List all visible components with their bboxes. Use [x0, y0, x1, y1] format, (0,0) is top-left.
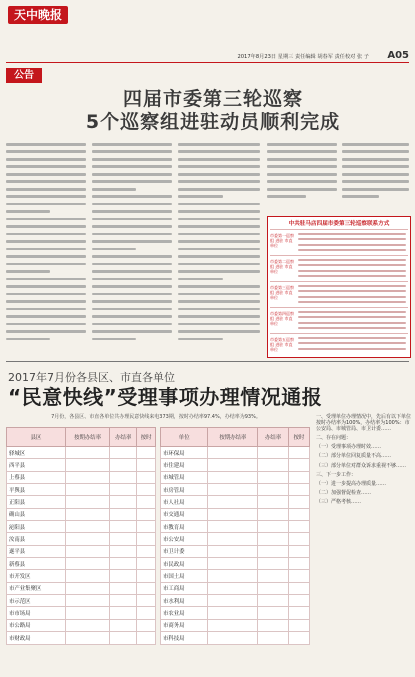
header-rule: [6, 62, 409, 63]
table-cell: [137, 508, 156, 520]
table-cell: [208, 570, 258, 582]
table-cell-name: 市科技局: [161, 632, 208, 644]
table-cell: [110, 521, 137, 533]
table-cell-name: 汝南县: [7, 533, 66, 545]
table-row: [161, 632, 310, 644]
table-cell-name: 遂平县: [7, 545, 66, 557]
table-cell: [110, 459, 137, 471]
table-header: 按时: [137, 428, 156, 447]
table-cell: [137, 570, 156, 582]
table-row: [161, 484, 310, 496]
table-cell-name: 市水利局: [161, 595, 208, 607]
table-cell: [258, 558, 289, 570]
table-row: [161, 545, 310, 557]
table-row: [161, 570, 310, 582]
table-cell: [110, 471, 137, 483]
table-cell-name: 市市场局: [7, 607, 66, 619]
table-cell: [208, 471, 258, 483]
table-cell-name: 市交通局: [161, 508, 208, 520]
table-cell: [66, 459, 110, 471]
table-cell: [66, 447, 110, 459]
report-paragraph: （一）进一步提高办理质量……: [316, 480, 387, 487]
table-cell: [137, 632, 156, 644]
article-column-2: [92, 143, 172, 345]
table-cell: [137, 582, 156, 594]
notice-row: [270, 281, 408, 307]
article-column-4: [267, 143, 337, 203]
notice-row: [270, 255, 408, 281]
table-cell-name: 市农业局: [161, 607, 208, 619]
table-cell: [288, 521, 309, 533]
table-cell: [66, 533, 110, 545]
table-cell: [258, 619, 289, 631]
table-cell-name: 市卫计委: [161, 545, 208, 557]
table-cell: [208, 496, 258, 508]
table-cell-name: 市产业集聚区: [7, 582, 66, 594]
table-row: [7, 447, 156, 459]
table-cell: [137, 619, 156, 631]
table-row: [161, 471, 310, 483]
table-cell: [258, 595, 289, 607]
table-cell: [137, 484, 156, 496]
table-cell: [137, 533, 156, 545]
table-cell: [288, 508, 309, 520]
table-header: 按时: [288, 428, 309, 447]
table-cell: [288, 570, 309, 582]
table-header: 办结率: [110, 428, 137, 447]
table-cell: [288, 582, 309, 594]
table-cell: [66, 484, 110, 496]
table-cell-name: 市住建局: [161, 459, 208, 471]
notice-row-label: 市委第五巡察组 进驻 市直单位: [270, 337, 294, 352]
table-row: [7, 570, 156, 582]
table-cell-name: 市公路局: [7, 619, 66, 631]
article-column-5: [342, 143, 409, 203]
table-cell: [110, 533, 137, 545]
table-cell-name: 确山县: [7, 508, 66, 520]
table-cell: [288, 545, 309, 557]
table-row: [161, 521, 310, 533]
table-cell: [208, 632, 258, 644]
table-row: [161, 582, 310, 594]
table-cell: [288, 632, 309, 644]
table-cell: [208, 508, 258, 520]
table-cell: [208, 484, 258, 496]
table-cell: [258, 484, 289, 496]
page-code: A05: [387, 50, 409, 61]
table-cell: [110, 447, 137, 459]
report-headline: “民意快线”受理事项办理情况通报: [8, 385, 323, 409]
table-cell: [110, 632, 137, 644]
report-paragraph: 二、存在问题：: [316, 435, 352, 442]
notice-title: 中共驻马店四届市委第三轮巡察联系方式: [288, 221, 390, 227]
table-cell: [66, 508, 110, 520]
table-cell: [258, 632, 289, 644]
notice-row: [270, 307, 408, 333]
table-row: [7, 632, 156, 644]
report-paragraph: 一、受理单位办理情况中，先后有以下单位按时办结率为100%，办结率为100%：市公安局、市城管局、市卫计委……: [316, 414, 412, 433]
notice-row-label: 市委第三巡察组 进驻 市直单位: [270, 285, 294, 300]
table-cell: [137, 471, 156, 483]
notice-row-label: 市委第一巡察组 进驻 市直单位: [270, 233, 294, 248]
table-cell: [208, 558, 258, 570]
table-cell: [288, 595, 309, 607]
table-row: [7, 471, 156, 483]
table-row: [7, 484, 156, 496]
headline-line-2: 5个巡察组进驻动员顺利完成: [85, 111, 341, 133]
table-row: [161, 459, 310, 471]
table-cell: [137, 595, 156, 607]
table-cell: [258, 459, 289, 471]
table-cell: [110, 496, 137, 508]
table-cell: [258, 607, 289, 619]
table-cell: [110, 508, 137, 520]
table-cell: [208, 595, 258, 607]
table-row: [7, 619, 156, 631]
table-cell: [288, 558, 309, 570]
notice-row-label: 市委第四巡察组 进驻 市直单位: [270, 311, 294, 326]
section-ribbon: 公告: [6, 68, 42, 83]
newspaper-logo: 天中晚报: [8, 6, 68, 24]
table-cell: [258, 471, 289, 483]
table-cell-name: 市财政局: [7, 632, 66, 644]
report-subhead: 2017年7月份各县区、市直各单位: [8, 371, 175, 384]
contact-notice-box: [267, 216, 411, 358]
table-cell: [137, 496, 156, 508]
table-row: [7, 508, 156, 520]
table-cell: [208, 447, 258, 459]
table-cell: [288, 619, 309, 631]
table-cell-name: 市开发区: [7, 570, 66, 582]
issue-date-line: 2017年8月23日 星期三 责任编辑 胡春军 责任校对 张 子: [237, 54, 369, 60]
results-table-middle: [160, 427, 310, 645]
table-cell: [66, 632, 110, 644]
table-cell: [288, 459, 309, 471]
table-cell: [66, 545, 110, 557]
table-cell: [208, 607, 258, 619]
table-row: [7, 582, 156, 594]
table-cell-name: 市公安局: [161, 533, 208, 545]
report-right-column: [316, 414, 411, 508]
table-row: [7, 459, 156, 471]
notice-row: [270, 333, 408, 357]
table-cell: [208, 545, 258, 557]
table-cell: [288, 533, 309, 545]
table-cell: [258, 545, 289, 557]
table-cell: [110, 484, 137, 496]
table-cell-name: 市工商局: [161, 582, 208, 594]
table-cell: [66, 496, 110, 508]
table-row: [161, 496, 310, 508]
section-separator: [6, 361, 409, 362]
report-paragraph: （三）严格考核……: [316, 498, 362, 505]
table-cell-name: 正阳县: [7, 496, 66, 508]
table-cell: [110, 619, 137, 631]
table-cell-name: 市示范区: [7, 595, 66, 607]
table-cell-name: 西平县: [7, 459, 66, 471]
table-cell-name: 平舆县: [7, 484, 66, 496]
table-cell: [288, 484, 309, 496]
table-cell: [258, 582, 289, 594]
table-cell-name: 市商务局: [161, 619, 208, 631]
table-cell: [208, 533, 258, 545]
table-header: 县区: [7, 428, 66, 447]
table-cell: [66, 521, 110, 533]
table-cell: [66, 595, 110, 607]
table-cell-name: 市人社局: [161, 496, 208, 508]
table-row: [161, 558, 310, 570]
table-header: 按期办结率: [66, 428, 110, 447]
table-cell-name: 泌阳县: [7, 521, 66, 533]
table-header: 按期办结率: [208, 428, 258, 447]
table-row: [161, 447, 310, 459]
table-row: [7, 607, 156, 619]
table-cell: [288, 496, 309, 508]
report-paragraph: （一）受理事项办理时效……: [316, 444, 382, 451]
table-row: [161, 619, 310, 631]
table-cell-name: 市教育局: [161, 521, 208, 533]
table-cell: [137, 545, 156, 557]
table-cell: [258, 521, 289, 533]
table-cell: [208, 521, 258, 533]
article-column-1: [6, 143, 86, 345]
table-cell: [66, 558, 110, 570]
table-cell-name: 市民政局: [161, 558, 208, 570]
table-cell: [66, 619, 110, 631]
report-paragraph: （三）部分单位对群众诉求重视不够……: [316, 462, 407, 469]
table-row: [7, 496, 156, 508]
table-cell: [258, 570, 289, 582]
table-cell: [288, 447, 309, 459]
table-row: [161, 607, 310, 619]
table-row: [161, 508, 310, 520]
table-cell: [208, 582, 258, 594]
headline-line-1: 四届市委第三轮巡察: [122, 88, 303, 110]
table-cell: [110, 595, 137, 607]
table-cell: [66, 471, 110, 483]
report-paragraph: （二）加强督促检查……: [316, 489, 372, 496]
table-cell: [137, 521, 156, 533]
table-cell: [137, 607, 156, 619]
table-cell: [288, 607, 309, 619]
table-row: [7, 558, 156, 570]
table-row: [7, 521, 156, 533]
table-cell: [66, 582, 110, 594]
table-cell: [110, 570, 137, 582]
table-cell: [137, 459, 156, 471]
table-cell: [137, 558, 156, 570]
table-header: 单位: [161, 428, 208, 447]
table-cell-name: 驿城区: [7, 447, 66, 459]
notice-row-label: 市委第二巡察组 进驻 市直单位: [270, 259, 294, 274]
table-row: [7, 533, 156, 545]
table-cell-name: 市城管局: [161, 471, 208, 483]
table-cell: [258, 447, 289, 459]
table-cell: [208, 459, 258, 471]
table-row: [161, 533, 310, 545]
table-cell: [110, 558, 137, 570]
table-cell: [208, 619, 258, 631]
notice-row: [270, 229, 408, 255]
table-cell-name: 上蔡县: [7, 471, 66, 483]
table-cell-name: 市国土局: [161, 570, 208, 582]
table-cell: [288, 471, 309, 483]
table-row: [161, 595, 310, 607]
table-header: 办结率: [258, 428, 289, 447]
table-cell: [66, 607, 110, 619]
report-paragraph: 三、下一步工作：: [316, 471, 357, 478]
table-cell: [110, 607, 137, 619]
table-cell-name: 市环保局: [161, 447, 208, 459]
table-cell: [258, 533, 289, 545]
table-cell: [66, 570, 110, 582]
results-table-left: [6, 427, 156, 645]
table-cell: [258, 496, 289, 508]
table-row: [7, 595, 156, 607]
table-cell-name: 市房管局: [161, 484, 208, 496]
table-cell: [110, 545, 137, 557]
table-cell-name: 新蔡县: [7, 558, 66, 570]
report-subtitle: 7月份，各县区、市直各单位共办理民意快线来电373期，按时办结率97.4%，办结率为93%。: [51, 414, 261, 420]
article-column-3: [178, 143, 260, 345]
table-row: [7, 545, 156, 557]
table-cell: [110, 582, 137, 594]
report-paragraph: （二）部分单位回复质量不高……: [316, 453, 392, 460]
table-cell: [258, 508, 289, 520]
table-cell: [137, 447, 156, 459]
